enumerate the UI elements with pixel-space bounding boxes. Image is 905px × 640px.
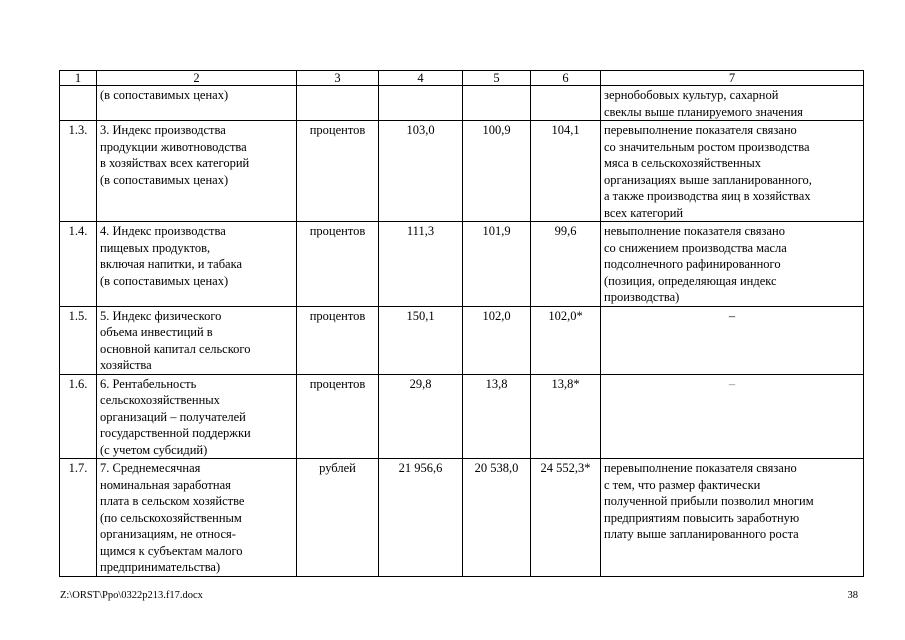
value-col5 (463, 86, 531, 121)
comment-cell: перевыполнение показателя связано с тем, что размер фактически полученной прибыли позволил многим предприятиям повысить заработную плату выше запланированного роста (601, 459, 864, 577)
value-col6 (531, 86, 601, 121)
unit-cell (297, 86, 379, 121)
header-cell: 2 (97, 71, 297, 86)
unit-cell: процентов (297, 374, 379, 459)
indicator-name: 7. Среднемесячная номинальная заработная плата в сельском хозяйстве (по сельскохозяйственным организациям, не относя- щимся к субъектам малого предпринимательства) (97, 459, 297, 577)
table-row (60, 222, 864, 307)
header-cell: 7 (601, 71, 864, 86)
value-col6: 102,0* (531, 306, 601, 374)
row-number: 1.3. (60, 121, 97, 222)
value-col4 (379, 86, 463, 121)
table-row (60, 459, 864, 577)
row-number: 1.4. (60, 222, 97, 307)
value-col5: 102,0 (463, 306, 531, 374)
value-col4: 29,8 (379, 374, 463, 459)
indicator-name: 5. Индекс физического объема инвестиций в основной капитал сельского хозяйства (97, 306, 297, 374)
value-col5: 13,8 (463, 374, 531, 459)
page-number: 38 (847, 590, 858, 601)
row-number: 1.7. (60, 459, 97, 577)
comment-cell: перевыполнение показателя связано со значительным ростом производства мяса в сельскохозяйственных организациях выше запланированного, а также производства яиц в хозяйствах всех категорий (601, 121, 864, 222)
header-cell: 4 (379, 71, 463, 86)
table-row (60, 374, 864, 459)
report-table (59, 70, 864, 577)
table-row (60, 121, 864, 222)
row-number: 1.5. (60, 306, 97, 374)
value-col4: 21 956,6 (379, 459, 463, 577)
header-cell: 3 (297, 71, 379, 86)
indicator-name: 3. Индекс производства продукции животноводства в хозяйствах всех категорий (в сопоставимых ценах) (97, 121, 297, 222)
comment-cell: невыполнение показателя связано со снижением производства масла подсолнечного рафинированного (позиция, определяющая индекс производства) (601, 222, 864, 307)
indicator-name: 4. Индекс производства пищевых продуктов, включая напитки, и табака (в сопоставимых ценах) (97, 222, 297, 307)
value-col4: 111,3 (379, 222, 463, 307)
unit-cell: процентов (297, 306, 379, 374)
indicator-name: (в сопоставимых ценах) (97, 86, 297, 121)
value-col5: 100,9 (463, 121, 531, 222)
header-cell: 6 (531, 71, 601, 86)
row-number (60, 86, 97, 121)
comment-cell: – (601, 374, 864, 459)
value-col4: 150,1 (379, 306, 463, 374)
value-col6: 24 552,3* (531, 459, 601, 577)
table-row (60, 86, 864, 121)
file-path: Z:\ORST\Ppo\0322p213.f17.docx (60, 590, 203, 601)
row-number: 1.6. (60, 374, 97, 459)
header-row (60, 71, 864, 86)
unit-cell: процентов (297, 121, 379, 222)
unit-cell: рублей (297, 459, 379, 577)
value-col5: 20 538,0 (463, 459, 531, 577)
header-cell: 5 (463, 71, 531, 86)
unit-cell: процентов (297, 222, 379, 307)
indicator-name: 6. Рентабельность сельскохозяйственных организаций – получателей государственной поддержки (с учетом субсидий) (97, 374, 297, 459)
value-col6: 13,8* (531, 374, 601, 459)
comment-cell: – (601, 306, 864, 374)
value-col4: 103,0 (379, 121, 463, 222)
value-col5: 101,9 (463, 222, 531, 307)
table-row (60, 306, 864, 374)
value-col6: 104,1 (531, 121, 601, 222)
header-cell: 1 (60, 71, 97, 86)
value-col6: 99,6 (531, 222, 601, 307)
comment-cell: зернобобовых культур, сахарной свеклы выше планируемого значения (601, 86, 864, 121)
